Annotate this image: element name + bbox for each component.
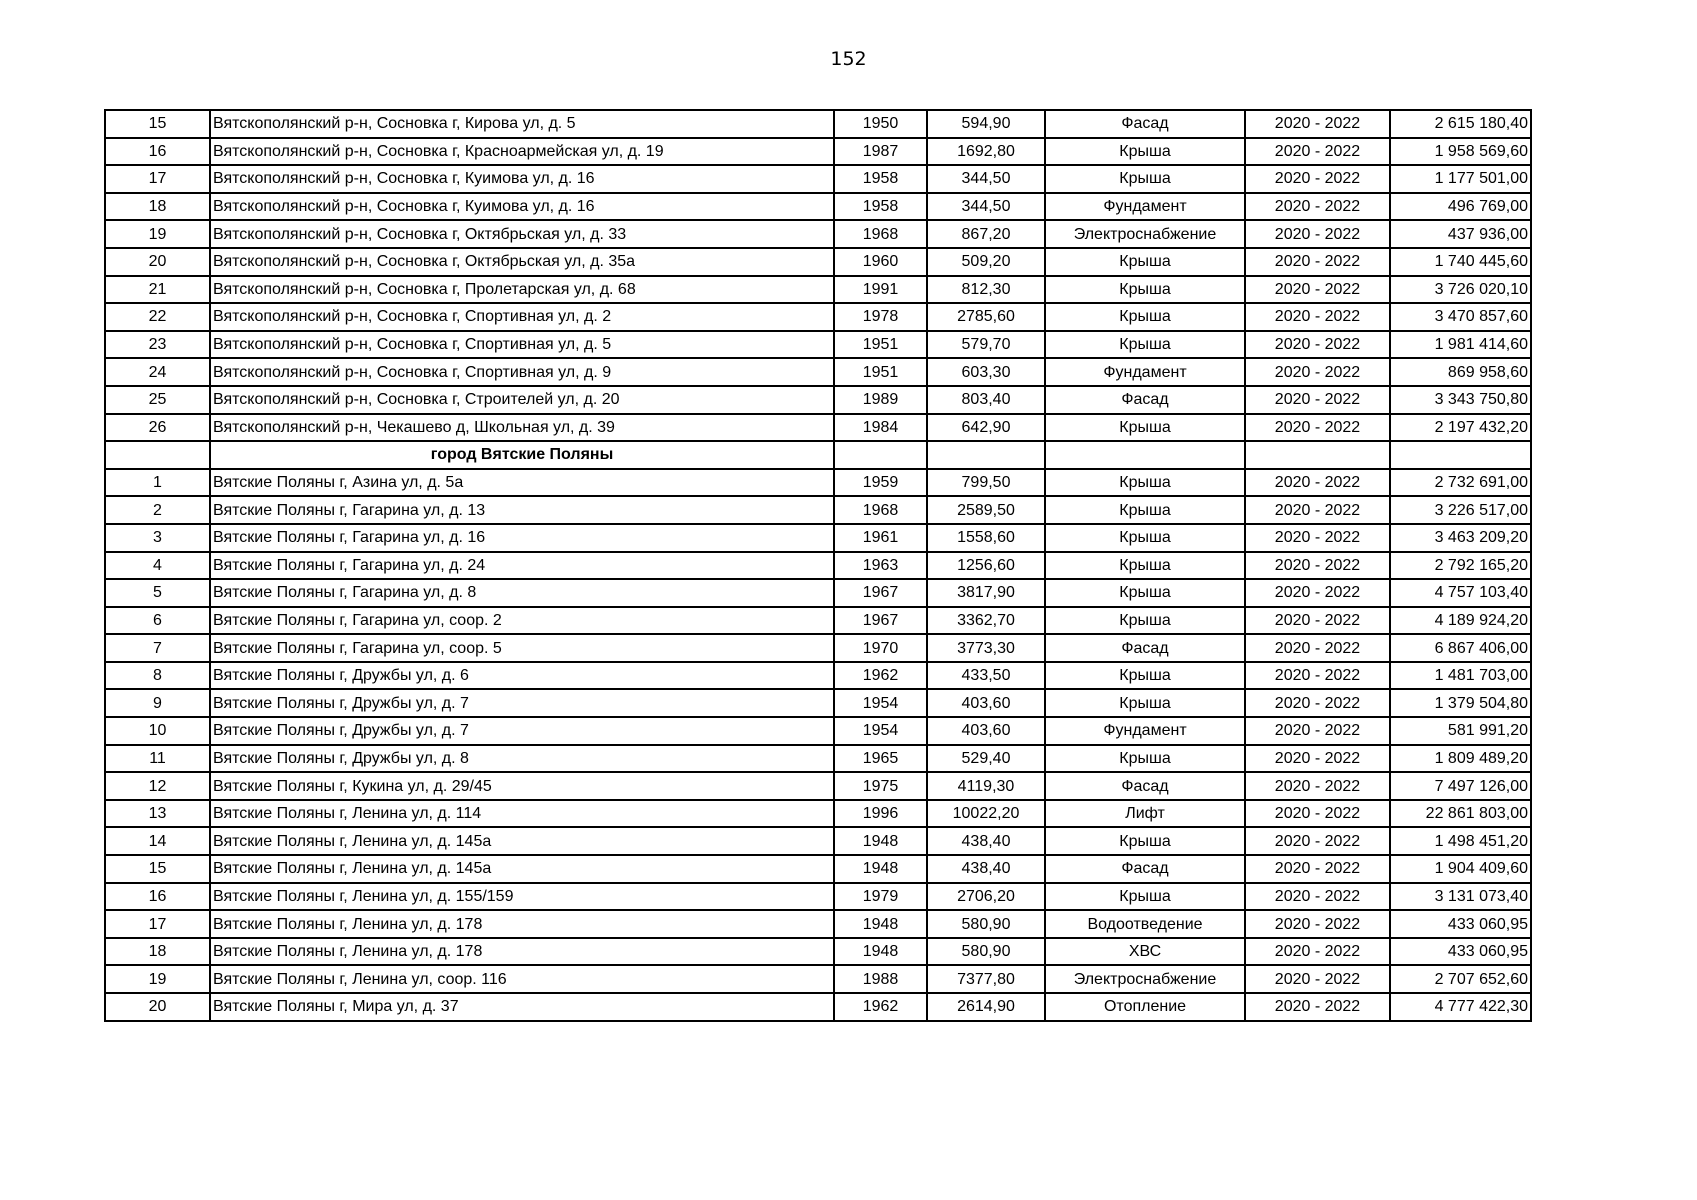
- address-cell: Вятскополянский р-н, Сосновка г, Октябрьская ул, д. 33: [210, 220, 834, 248]
- address-cell: Вятские Поляны г, Гагарина ул, соор. 5: [210, 634, 834, 662]
- table-row: [105, 800, 1531, 828]
- period-cell: 2020 - 2022: [1245, 938, 1390, 966]
- area-cell: [927, 441, 1045, 469]
- cost-cell: 2 197 432,20: [1390, 414, 1531, 442]
- row-number: 4: [105, 552, 210, 580]
- work-type-cell: Лифт: [1045, 800, 1245, 828]
- address-cell: Вятские Поляны г, Ленина ул, д. 155/159: [210, 883, 834, 911]
- year-built-cell: [834, 441, 927, 469]
- table-row: [105, 883, 1531, 911]
- cost-cell: 1 379 504,80: [1390, 689, 1531, 717]
- row-number: 17: [105, 165, 210, 193]
- address-cell: Вятские Поляны г, Дружбы ул, д. 7: [210, 689, 834, 717]
- area-cell: 10022,20: [927, 800, 1045, 828]
- period-cell: [1245, 441, 1390, 469]
- table-row: [105, 303, 1531, 331]
- cost-cell: 3 463 209,20: [1390, 524, 1531, 552]
- cost-cell: 3 131 073,40: [1390, 883, 1531, 911]
- table-row: [105, 689, 1531, 717]
- area-cell: 603,30: [927, 358, 1045, 386]
- area-cell: 7377,80: [927, 965, 1045, 993]
- cost-cell: 496 769,00: [1390, 193, 1531, 221]
- row-number: 1: [105, 469, 210, 497]
- area-cell: 438,40: [927, 855, 1045, 883]
- work-type-cell: Фасад: [1045, 110, 1245, 138]
- table-row: [105, 938, 1531, 966]
- cost-cell: 1 177 501,00: [1390, 165, 1531, 193]
- address-cell: Вятскополянский р-н, Сосновка г, Спортивная ул, д. 5: [210, 331, 834, 359]
- table-row: [105, 634, 1531, 662]
- cost-cell: 433 060,95: [1390, 910, 1531, 938]
- address-cell: Вятские Поляны г, Кукина ул, д. 29/45: [210, 772, 834, 800]
- period-cell: 2020 - 2022: [1245, 855, 1390, 883]
- period-cell: 2020 - 2022: [1245, 110, 1390, 138]
- work-type-cell: ХВС: [1045, 938, 1245, 966]
- table-row: [105, 469, 1531, 497]
- area-cell: 812,30: [927, 276, 1045, 304]
- row-number: 15: [105, 855, 210, 883]
- table-row: [105, 386, 1531, 414]
- cost-cell: 869 958,60: [1390, 358, 1531, 386]
- work-type-cell: Водоотведение: [1045, 910, 1245, 938]
- year-built-cell: 1979: [834, 883, 927, 911]
- year-built-cell: 1989: [834, 386, 927, 414]
- area-cell: 529,40: [927, 745, 1045, 773]
- period-cell: 2020 - 2022: [1245, 358, 1390, 386]
- table-row: [105, 276, 1531, 304]
- area-cell: 3773,30: [927, 634, 1045, 662]
- row-number: 8: [105, 662, 210, 690]
- address-cell: Вятскополянский р-н, Сосновка г, Куимова ул, д. 16: [210, 165, 834, 193]
- period-cell: 2020 - 2022: [1245, 220, 1390, 248]
- area-cell: 403,60: [927, 689, 1045, 717]
- row-number: 10: [105, 717, 210, 745]
- table-row: [105, 717, 1531, 745]
- table-row: [105, 827, 1531, 855]
- address-cell: Вятскополянский р-н, Сосновка г, Строителей ул, д. 20: [210, 386, 834, 414]
- table-row: [105, 579, 1531, 607]
- area-cell: 1558,60: [927, 524, 1045, 552]
- row-number: 6: [105, 607, 210, 635]
- year-built-cell: 1991: [834, 276, 927, 304]
- table-row: [105, 358, 1531, 386]
- work-type-cell: Крыша: [1045, 469, 1245, 497]
- work-type-cell: Крыша: [1045, 745, 1245, 773]
- row-number: 7: [105, 634, 210, 662]
- period-cell: 2020 - 2022: [1245, 248, 1390, 276]
- address-cell: Вятские Поляны г, Ленина ул, соор. 116: [210, 965, 834, 993]
- work-type-cell: Крыша: [1045, 552, 1245, 580]
- work-type-cell: Крыша: [1045, 331, 1245, 359]
- row-number: 2: [105, 496, 210, 524]
- area-cell: 799,50: [927, 469, 1045, 497]
- work-type-cell: Крыша: [1045, 689, 1245, 717]
- cost-cell: 3 226 517,00: [1390, 496, 1531, 524]
- cost-cell: 1 958 569,60: [1390, 138, 1531, 166]
- table-row: [105, 745, 1531, 773]
- address-cell: Вятские Поляны г, Дружбы ул, д. 8: [210, 745, 834, 773]
- year-built-cell: 1988: [834, 965, 927, 993]
- work-type-cell: Крыша: [1045, 827, 1245, 855]
- period-cell: 2020 - 2022: [1245, 138, 1390, 166]
- year-built-cell: 1950: [834, 110, 927, 138]
- address-cell: Вятские Поляны г, Азина ул, д. 5а: [210, 469, 834, 497]
- work-type-cell: Крыша: [1045, 414, 1245, 442]
- row-number: 3: [105, 524, 210, 552]
- table-row: [105, 910, 1531, 938]
- area-cell: 580,90: [927, 938, 1045, 966]
- page-number: 152: [830, 48, 867, 70]
- year-built-cell: 1954: [834, 717, 927, 745]
- table-row: [105, 165, 1531, 193]
- address-cell: Вятские Поляны г, Ленина ул, д. 145а: [210, 855, 834, 883]
- work-type-cell: Электроснабжение: [1045, 220, 1245, 248]
- cost-cell: 1 481 703,00: [1390, 662, 1531, 690]
- year-built-cell: 1965: [834, 745, 927, 773]
- period-cell: 2020 - 2022: [1245, 827, 1390, 855]
- work-type-cell: Крыша: [1045, 883, 1245, 911]
- address-cell: Вятскополянский р-н, Сосновка г, Спортивная ул, д. 9: [210, 358, 834, 386]
- period-cell: 2020 - 2022: [1245, 689, 1390, 717]
- area-cell: 2785,60: [927, 303, 1045, 331]
- work-type-cell: Фундамент: [1045, 358, 1245, 386]
- period-cell: 2020 - 2022: [1245, 276, 1390, 304]
- section-title: город Вятские Поляны: [210, 441, 834, 469]
- cost-cell: 433 060,95: [1390, 938, 1531, 966]
- work-type-cell: [1045, 441, 1245, 469]
- table-row: [105, 110, 1531, 138]
- area-cell: 344,50: [927, 193, 1045, 221]
- address-cell: Вятские Поляны г, Ленина ул, д. 114: [210, 800, 834, 828]
- work-type-cell: Фасад: [1045, 772, 1245, 800]
- period-cell: 2020 - 2022: [1245, 414, 1390, 442]
- row-number: 9: [105, 689, 210, 717]
- row-number: 26: [105, 414, 210, 442]
- cost-cell: [1390, 441, 1531, 469]
- table-row: [105, 496, 1531, 524]
- cost-cell: 2 707 652,60: [1390, 965, 1531, 993]
- address-cell: Вятские Поляны г, Гагарина ул, д. 13: [210, 496, 834, 524]
- period-cell: 2020 - 2022: [1245, 965, 1390, 993]
- cost-cell: 3 470 857,60: [1390, 303, 1531, 331]
- year-built-cell: 1951: [834, 358, 927, 386]
- row-number: 18: [105, 193, 210, 221]
- year-built-cell: 1958: [834, 165, 927, 193]
- area-cell: 580,90: [927, 910, 1045, 938]
- year-built-cell: 1968: [834, 496, 927, 524]
- year-built-cell: 1958: [834, 193, 927, 221]
- year-built-cell: 1948: [834, 910, 927, 938]
- row-number: 16: [105, 138, 210, 166]
- area-cell: 2614,90: [927, 993, 1045, 1021]
- cost-cell: 6 867 406,00: [1390, 634, 1531, 662]
- address-cell: Вятские Поляны г, Гагарина ул, д. 8: [210, 579, 834, 607]
- row-number: 13: [105, 800, 210, 828]
- year-built-cell: 1948: [834, 855, 927, 883]
- table-row: [105, 248, 1531, 276]
- cost-cell: 437 936,00: [1390, 220, 1531, 248]
- year-built-cell: 1960: [834, 248, 927, 276]
- table-row: [105, 965, 1531, 993]
- address-cell: Вятские Поляны г, Гагарина ул, д. 24: [210, 552, 834, 580]
- year-built-cell: 1963: [834, 552, 927, 580]
- year-built-cell: 1962: [834, 993, 927, 1021]
- work-type-cell: Крыша: [1045, 303, 1245, 331]
- cost-cell: 7 497 126,00: [1390, 772, 1531, 800]
- address-cell: Вятскополянский р-н, Сосновка г, Пролетарская ул, д. 68: [210, 276, 834, 304]
- address-cell: Вятские Поляны г, Ленина ул, д. 178: [210, 910, 834, 938]
- cost-cell: 1 904 409,60: [1390, 855, 1531, 883]
- area-cell: 3362,70: [927, 607, 1045, 635]
- table-row: [105, 607, 1531, 635]
- work-type-cell: Крыша: [1045, 524, 1245, 552]
- work-type-cell: Фундамент: [1045, 717, 1245, 745]
- table-row: [105, 855, 1531, 883]
- cost-cell: 2 792 165,20: [1390, 552, 1531, 580]
- period-cell: 2020 - 2022: [1245, 469, 1390, 497]
- area-cell: 3817,90: [927, 579, 1045, 607]
- area-cell: 2706,20: [927, 883, 1045, 911]
- address-cell: Вятские Поляны г, Гагарина ул, д. 16: [210, 524, 834, 552]
- cost-cell: 1 981 414,60: [1390, 331, 1531, 359]
- table-row: [105, 662, 1531, 690]
- period-cell: 2020 - 2022: [1245, 524, 1390, 552]
- address-cell: Вятские Поляны г, Ленина ул, д. 178: [210, 938, 834, 966]
- work-type-cell: Крыша: [1045, 248, 1245, 276]
- work-type-cell: Отопление: [1045, 993, 1245, 1021]
- housing-repair-table: [104, 109, 1532, 1022]
- area-cell: 867,20: [927, 220, 1045, 248]
- address-cell: Вятские Поляны г, Дружбы ул, д. 6: [210, 662, 834, 690]
- row-number: 24: [105, 358, 210, 386]
- table-row: [105, 772, 1531, 800]
- year-built-cell: 1996: [834, 800, 927, 828]
- cost-cell: 2 615 180,40: [1390, 110, 1531, 138]
- row-number: [105, 441, 210, 469]
- year-built-cell: 1954: [834, 689, 927, 717]
- period-cell: 2020 - 2022: [1245, 303, 1390, 331]
- work-type-cell: Фасад: [1045, 855, 1245, 883]
- table-row: [105, 220, 1531, 248]
- cost-cell: 22 861 803,00: [1390, 800, 1531, 828]
- cost-cell: 4 189 924,20: [1390, 607, 1531, 635]
- period-cell: 2020 - 2022: [1245, 745, 1390, 773]
- cost-cell: 4 757 103,40: [1390, 579, 1531, 607]
- period-cell: 2020 - 2022: [1245, 193, 1390, 221]
- year-built-cell: 1978: [834, 303, 927, 331]
- row-number: 17: [105, 910, 210, 938]
- address-cell: Вятские Поляны г, Гагарина ул, соор. 2: [210, 607, 834, 635]
- year-built-cell: 1948: [834, 827, 927, 855]
- address-cell: Вятскополянский р-н, Сосновка г, Кирова ул, д. 5: [210, 110, 834, 138]
- row-number: 22: [105, 303, 210, 331]
- year-built-cell: 1984: [834, 414, 927, 442]
- row-number: 23: [105, 331, 210, 359]
- work-type-cell: Крыша: [1045, 276, 1245, 304]
- period-cell: 2020 - 2022: [1245, 717, 1390, 745]
- work-type-cell: Электроснабжение: [1045, 965, 1245, 993]
- period-cell: 2020 - 2022: [1245, 993, 1390, 1021]
- row-number: 19: [105, 220, 210, 248]
- address-cell: Вятскополянский р-н, Сосновка г, Октябрьская ул, д. 35а: [210, 248, 834, 276]
- year-built-cell: 1959: [834, 469, 927, 497]
- work-type-cell: Крыша: [1045, 607, 1245, 635]
- address-cell: Вятскополянский р-н, Сосновка г, Спортивная ул, д. 2: [210, 303, 834, 331]
- area-cell: 1692,80: [927, 138, 1045, 166]
- year-built-cell: 1951: [834, 331, 927, 359]
- work-type-cell: Фасад: [1045, 386, 1245, 414]
- row-number: 19: [105, 965, 210, 993]
- period-cell: 2020 - 2022: [1245, 496, 1390, 524]
- row-number: 11: [105, 745, 210, 773]
- area-cell: 4119,30: [927, 772, 1045, 800]
- year-built-cell: 1948: [834, 938, 927, 966]
- period-cell: 2020 - 2022: [1245, 772, 1390, 800]
- period-cell: 2020 - 2022: [1245, 910, 1390, 938]
- cost-cell: 1 498 451,20: [1390, 827, 1531, 855]
- period-cell: 2020 - 2022: [1245, 165, 1390, 193]
- row-number: 18: [105, 938, 210, 966]
- year-built-cell: 1967: [834, 579, 927, 607]
- address-cell: Вятскополянский р-н, Сосновка г, Красноармейская ул, д. 19: [210, 138, 834, 166]
- area-cell: 2589,50: [927, 496, 1045, 524]
- work-type-cell: Крыша: [1045, 165, 1245, 193]
- cost-cell: 1 809 489,20: [1390, 745, 1531, 773]
- address-cell: Вятские Поляны г, Дружбы ул, д. 7: [210, 717, 834, 745]
- row-number: 12: [105, 772, 210, 800]
- row-number: 20: [105, 248, 210, 276]
- work-type-cell: Крыша: [1045, 662, 1245, 690]
- year-built-cell: 1968: [834, 220, 927, 248]
- table-row: [105, 331, 1531, 359]
- table-row: [105, 138, 1531, 166]
- work-type-cell: Крыша: [1045, 579, 1245, 607]
- year-built-cell: 1967: [834, 607, 927, 635]
- table-row: [105, 193, 1531, 221]
- year-built-cell: 1987: [834, 138, 927, 166]
- cost-cell: 3 343 750,80: [1390, 386, 1531, 414]
- period-cell: 2020 - 2022: [1245, 331, 1390, 359]
- period-cell: 2020 - 2022: [1245, 552, 1390, 580]
- period-cell: 2020 - 2022: [1245, 386, 1390, 414]
- table-body: [105, 110, 1531, 1021]
- cost-cell: 1 740 445,60: [1390, 248, 1531, 276]
- period-cell: 2020 - 2022: [1245, 662, 1390, 690]
- area-cell: 438,40: [927, 827, 1045, 855]
- period-cell: 2020 - 2022: [1245, 607, 1390, 635]
- address-cell: Вятские Поляны г, Мира ул, д. 37: [210, 993, 834, 1021]
- cost-cell: 4 777 422,30: [1390, 993, 1531, 1021]
- period-cell: 2020 - 2022: [1245, 579, 1390, 607]
- table-row: [105, 993, 1531, 1021]
- area-cell: 642,90: [927, 414, 1045, 442]
- cost-cell: 2 732 691,00: [1390, 469, 1531, 497]
- address-cell: Вятскополянский р-н, Сосновка г, Куимова ул, д. 16: [210, 193, 834, 221]
- table-row: [105, 524, 1531, 552]
- work-type-cell: Крыша: [1045, 496, 1245, 524]
- work-type-cell: Фундамент: [1045, 193, 1245, 221]
- row-number: 15: [105, 110, 210, 138]
- period-cell: 2020 - 2022: [1245, 800, 1390, 828]
- work-type-cell: Крыша: [1045, 138, 1245, 166]
- area-cell: 1256,60: [927, 552, 1045, 580]
- row-number: 14: [105, 827, 210, 855]
- row-number: 21: [105, 276, 210, 304]
- area-cell: 403,60: [927, 717, 1045, 745]
- period-cell: 2020 - 2022: [1245, 634, 1390, 662]
- address-cell: Вятскополянский р-н, Чекашево д, Школьная ул, д. 39: [210, 414, 834, 442]
- area-cell: 594,90: [927, 110, 1045, 138]
- address-cell: Вятские Поляны г, Ленина ул, д. 145а: [210, 827, 834, 855]
- area-cell: 344,50: [927, 165, 1045, 193]
- year-built-cell: 1961: [834, 524, 927, 552]
- area-cell: 433,50: [927, 662, 1045, 690]
- year-built-cell: 1970: [834, 634, 927, 662]
- row-number: 16: [105, 883, 210, 911]
- work-type-cell: Фасад: [1045, 634, 1245, 662]
- row-number: 25: [105, 386, 210, 414]
- row-number: 5: [105, 579, 210, 607]
- area-cell: 509,20: [927, 248, 1045, 276]
- area-cell: 579,70: [927, 331, 1045, 359]
- period-cell: 2020 - 2022: [1245, 883, 1390, 911]
- table-row: [105, 552, 1531, 580]
- table-row: [105, 414, 1531, 442]
- cost-cell: 3 726 020,10: [1390, 276, 1531, 304]
- cost-cell: 581 991,20: [1390, 717, 1531, 745]
- area-cell: 803,40: [927, 386, 1045, 414]
- year-built-cell: 1962: [834, 662, 927, 690]
- row-number: 20: [105, 993, 210, 1021]
- section-header-row: [105, 441, 1531, 469]
- year-built-cell: 1975: [834, 772, 927, 800]
